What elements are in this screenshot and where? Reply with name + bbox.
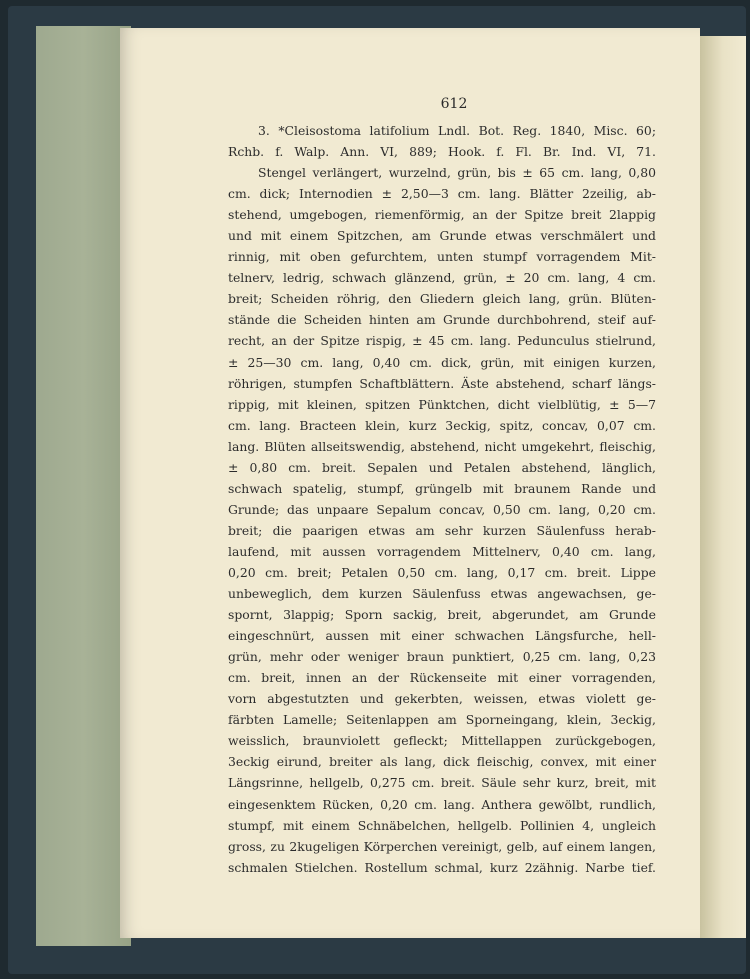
text-line: Stengel verlängert, wurzelnd, grün, bis ± 65 cm. lang, 0,80	[258, 165, 656, 181]
text-line: cm. lang. Bracteen klein, kurz 3eckig, spitz, concav, 0,07 cm.	[228, 417, 656, 433]
text-line: unbeweglich, dem kurzen Säulenfuss etwas angewachsen, ge-	[228, 586, 656, 602]
text-line: breit; Scheiden röhrig, den Gliedern gleich lang, grün. Blüten-	[228, 291, 656, 307]
text-line: rinnig, mit oben gefurchtem, unten stumpf vorragendem Mit-	[228, 249, 656, 265]
text-line: eingeschnürt, aussen mit einer schwachen Längsfurche, hell-	[228, 628, 656, 644]
text-line: eingesenktem Rücken, 0,20 cm. lang. Anthera gewölbt, rundlich,	[228, 796, 656, 812]
body-text	[228, 120, 656, 878]
text-line: schwach spatelig, stumpf, grüngelb mit braunem Rande und	[228, 480, 656, 496]
text-line: weisslich, braunviolett gefleckt; Mittellappen zurückgebogen,	[228, 733, 656, 749]
text-line: breit; die paarigen etwas am sehr kurzen Säulenfuss herab-	[228, 522, 656, 538]
text-line: spornt, 3lappig; Sporn sackig, breit, abgerundet, am Grunde	[228, 607, 656, 623]
text-line: cm. breit, innen an der Rückenseite mit einer vorragenden,	[228, 670, 656, 686]
text-line: grün, mehr oder weniger braun punktiert, 0,25 cm. lang, 0,23	[228, 649, 656, 665]
text-line: färbten Lamelle; Seitenlappen am Sporneingang, klein, 3eckig,	[228, 712, 656, 728]
text-line: 3. *Cleisostoma latifolium Lndl. Bot. Reg. 1840, Misc. 60;	[258, 123, 656, 138]
text-line: stumpf, mit einem Schnäbelchen, hellgelb. Pollinien 4, ungleich	[228, 817, 656, 833]
text-line: laufend, mit aussen vorragendem Mittelnerv, 0,40 cm. lang,	[228, 543, 656, 559]
text-line: recht, an der Spitze rispig, ± 45 cm. lang. Pedunculus stielrund,	[228, 333, 656, 349]
next-page-edge	[700, 36, 746, 938]
text-line: Längsrinne, hellgelb, 0,275 cm. breit. Säule sehr kurz, breit, mit	[228, 775, 656, 791]
text-line: stände die Scheiden hinten am Grunde durchbohrend, steif auf-	[228, 312, 656, 328]
text-line: ± 0,80 cm. breit. Sepalen und Petalen abstehend, länglich,	[228, 459, 656, 475]
page-edges	[36, 26, 131, 946]
text-line: stehend, umgebogen, riemenförmig, an der Spitze breit 2lappig	[228, 207, 656, 223]
text-line: Grunde; das unpaare Sepalum concav, 0,50 cm. lang, 0,20 cm.	[228, 501, 656, 517]
text-line: telnerv, ledrig, schwach glänzend, grün, ± 20 cm. lang, 4 cm.	[228, 270, 656, 286]
text-line: Rchb. f. Walp. Ann. VI, 889; Hook. f. Fl. Br. Ind. VI, 71.	[228, 144, 656, 160]
text-line: 3eckig eirund, breiter als lang, dick fleischig, convex, mit einer	[228, 754, 656, 770]
text-line: 0,20 cm. breit; Petalen 0,50 cm. lang, 0,17 cm. breit. Lippe	[228, 564, 656, 580]
text-line: lang. Blüten allseitswendig, abstehend, nicht umgekehrt, fleischig,	[228, 438, 656, 454]
text-line: rippig, mit kleinen, spitzen Pünktchen, dicht vielblütig, ± 5—7	[228, 396, 656, 412]
page-number: 612	[440, 96, 468, 112]
text-line: cm. dick; Internodien ± 2,50—3 cm. lang. Blätter 2zeilig, ab-	[228, 186, 656, 202]
text-line: und mit einem Spitzchen, am Grunde etwas verschmälert und	[228, 228, 656, 244]
text-line: schmalen Stielchen. Rostellum schmal, kurz 2zähnig. Narbe tief.	[228, 859, 656, 875]
text-line: gross, zu 2kugeligen Körperchen vereinigt, gelb, auf einem langen,	[228, 838, 656, 854]
text-line: röhrigen, stumpfen Schaftblättern. Äste abstehend, scharf längs-	[228, 375, 656, 391]
text-line: vorn abgestutzten und gekerbten, weissen, etwas violett ge-	[228, 691, 656, 707]
text-line: ± 25—30 cm. lang, 0,40 cm. dick, grün, mit einigen kurzen,	[228, 354, 656, 370]
